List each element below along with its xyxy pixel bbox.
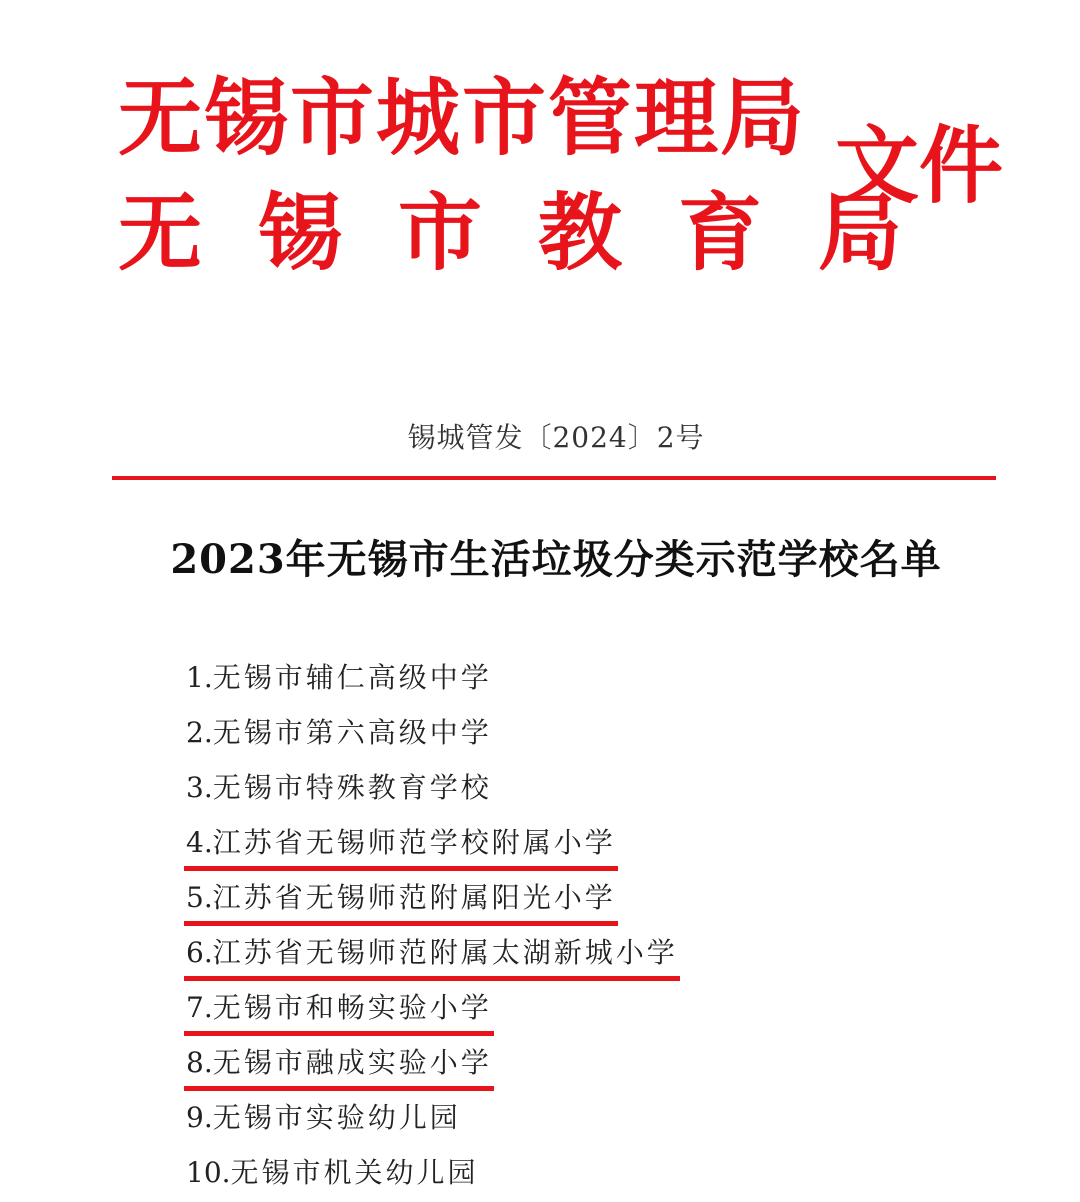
school-name: 无锡市特殊教育学校 — [212, 771, 492, 804]
school-list-item — [186, 1147, 678, 1202]
school-number: 7. — [186, 991, 213, 1024]
school-name: 无锡市机关幼儿园 — [230, 1156, 479, 1189]
school-list-item-underlined — [186, 817, 678, 872]
school-number: 2. — [186, 716, 213, 749]
school-name: 无锡市第六高级中学 — [212, 716, 492, 749]
letterhead-red-divider — [112, 476, 996, 480]
school-number: 1. — [186, 661, 213, 694]
school-name: 无锡市和畅实验小学 — [212, 991, 492, 1024]
school-list-item — [186, 652, 678, 707]
school-list-item — [186, 707, 678, 762]
school-number: 8. — [186, 1046, 213, 1079]
school-name: 无锡市辅仁高级中学 — [212, 661, 492, 694]
school-name: 江苏省无锡师范附属阳光小学 — [212, 881, 616, 914]
school-list-item — [186, 1092, 678, 1147]
school-number: 5. — [186, 881, 213, 914]
school-list-item-underlined — [186, 1037, 678, 1092]
school-name: 江苏省无锡师范附属太湖新城小学 — [212, 936, 678, 969]
school-number: 3. — [186, 771, 213, 804]
issuer-name-urban-management: 无锡市城市管理局 — [118, 68, 807, 167]
school-number: 4. — [186, 826, 213, 859]
school-list-item-underlined — [186, 982, 678, 1037]
document-type-label: 文件 — [835, 116, 1004, 215]
school-list-item-underlined — [186, 872, 678, 927]
school-number: 6. — [186, 936, 213, 969]
school-list-item-underlined — [186, 927, 678, 982]
school-number: 10. — [186, 1156, 231, 1189]
school-list — [186, 652, 678, 1202]
school-list-item — [186, 762, 678, 817]
school-number: 9. — [186, 1101, 213, 1134]
school-name: 无锡市实验幼儿园 — [212, 1101, 461, 1134]
document-title: 2023年无锡市生活垃圾分类示范学校名单 — [170, 536, 942, 583]
issuer-name-education-bureau: 无锡市教育局 — [118, 183, 959, 282]
school-name: 无锡市融成实验小学 — [212, 1046, 492, 1079]
school-name: 江苏省无锡师范学校附属小学 — [212, 826, 616, 859]
document-number: 锡城管发〔2024〕2号 — [407, 421, 705, 454]
